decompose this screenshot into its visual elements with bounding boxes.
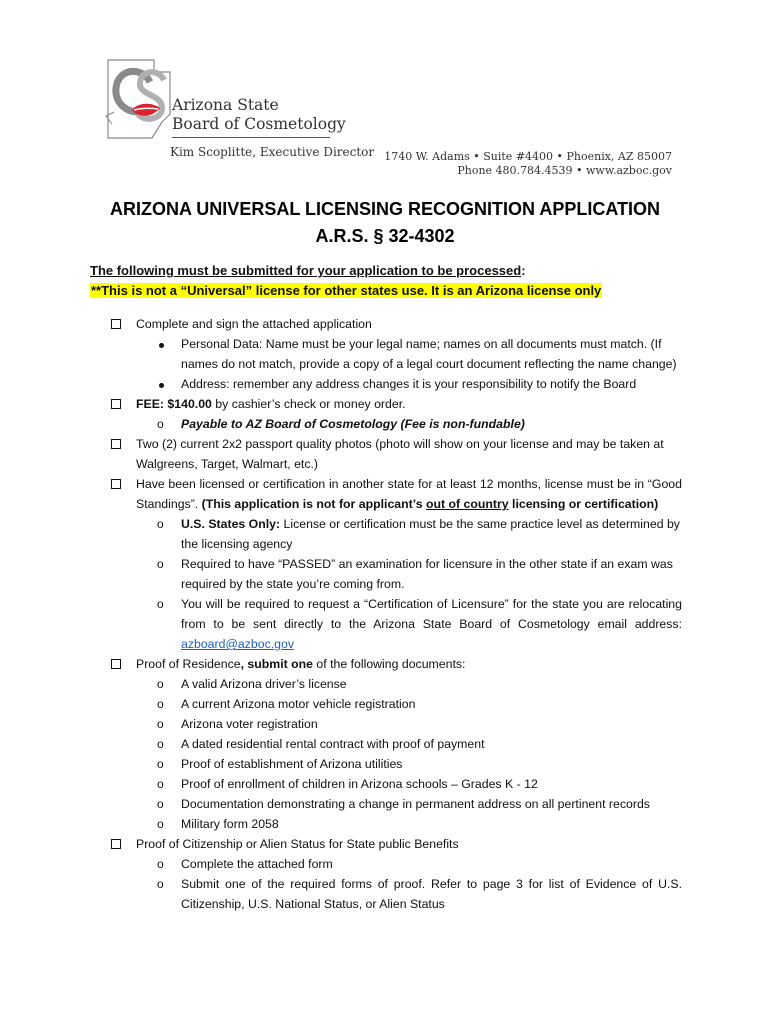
out-of-country-note-emphasis: out of country xyxy=(425,497,509,511)
residence-doc-text: Military form 2058 xyxy=(181,817,279,831)
residence-text-a: Proof of Residence xyxy=(136,657,241,671)
citizenship-text: Proof of Citizenship or Alien Status for State public Benefits xyxy=(136,837,459,851)
residence-doc-item xyxy=(0,774,770,794)
statute-reference: A.R.S. § 32-4302 xyxy=(315,226,455,246)
checkbox-icon[interactable] xyxy=(111,399,121,409)
circle-bullet-icon: o xyxy=(157,877,164,891)
citizenship-proof-text: Submit one of the required forms of proof. Refer to page 3 for list of Evidence of U.S. Citizenship, U.S. National Status, or Alien Status xyxy=(181,877,682,911)
list-item-citizenship-form xyxy=(0,854,770,874)
residence-doc-item xyxy=(0,754,770,774)
list-item-prior-license xyxy=(0,474,770,514)
checkbox-icon[interactable] xyxy=(111,439,121,449)
residence-submit-one: , submit one xyxy=(240,657,314,671)
board-name xyxy=(172,96,346,134)
circle-bullet-icon: o xyxy=(157,417,164,431)
phone-website: Phone 480.784.4539 • www.azboc.gov xyxy=(457,164,672,177)
fee-payable-text: Payable to AZ Board of Cosmetology (Fee is non-fundable) xyxy=(181,417,525,431)
prior-license-text: Have been licensed or certification in another state for at least 12 months, license must be in “Good Standings”. xyxy=(136,477,682,511)
residence-doc-text: Arizona voter registration xyxy=(181,717,318,731)
circle-bullet-icon: o xyxy=(157,857,164,871)
citizenship-form-text: Complete the attached form xyxy=(181,857,333,871)
document-title: ARIZONA UNIVERSAL LICENSING RECOGNITION APPLICATION xyxy=(109,199,661,219)
residence-doc-text: A valid Arizona driver’s license xyxy=(181,677,347,691)
exam-passed-text: Required to have “PASSED” an examination for licensure in the other state if an exam was required by the state you’re coming from. xyxy=(181,557,673,591)
requirements-list xyxy=(0,314,770,914)
out-of-country-note-b: licensing or certification) xyxy=(508,497,659,511)
bullet-icon xyxy=(159,383,164,388)
circle-bullet-icon: o xyxy=(157,557,164,571)
license-scope-note: **This is not a “Universal” license for other states use. It is an Arizona license only xyxy=(91,283,602,298)
checkbox-icon[interactable] xyxy=(111,479,121,489)
circle-bullet-icon: o xyxy=(157,737,164,751)
fee-text: by cashier’s check or money order. xyxy=(211,397,406,411)
residence-doc-item xyxy=(0,734,770,754)
personal-data-text: Personal Data: Name must be your legal name; names on all documents must match. (If names do not match, provide a copy of a legal court document reflecting the name change) xyxy=(181,337,677,371)
checkbox-icon[interactable] xyxy=(111,839,121,849)
list-item-exam-passed xyxy=(0,554,770,594)
board-address xyxy=(384,150,672,178)
board-logo-icon xyxy=(92,52,182,142)
fee-amount: FEE: $140.00 xyxy=(136,397,212,411)
circle-bullet-icon: o xyxy=(157,797,164,811)
board-name-line2: Board of Cosmetology xyxy=(172,115,346,133)
residence-doc-text: Proof of enrollment of children in Arizona schools – Grades K - 12 xyxy=(181,777,538,791)
circle-bullet-icon: o xyxy=(157,697,164,711)
requirements-heading-text: The following must be submitted for your application to be processed xyxy=(90,263,522,278)
photos-text: Two (2) current 2x2 passport quality photos (photo will show on your license and may be taken at Walgreens, Target, Walmart, etc.) xyxy=(136,437,664,471)
residence-doc-text: Documentation demonstrating a change in permanent address on all pertinent records xyxy=(181,797,650,811)
residence-doc-item xyxy=(0,814,770,834)
bullet-icon xyxy=(159,343,164,348)
list-item-citizenship-proof xyxy=(0,874,770,914)
residence-doc-text: A current Arizona motor vehicle registration xyxy=(181,697,416,711)
list-item-address-changes xyxy=(0,374,770,394)
certification-text: You will be required to request a “Certification of Licensure” for the state you are relocating from to be sent directly to the Arizona State Board of Cosmetology email address: xyxy=(181,597,682,631)
residence-text-c: of the following documents: xyxy=(313,657,466,671)
list-item-us-states xyxy=(0,514,770,554)
residence-doc-item xyxy=(0,794,770,814)
list-item-personal-data xyxy=(0,334,770,374)
circle-bullet-icon: o xyxy=(157,777,164,791)
requirements-heading xyxy=(90,263,526,278)
out-of-country-note-a: (This application is not for applicant’s xyxy=(201,497,426,511)
list-item-application xyxy=(0,314,770,334)
residence-doc-item xyxy=(0,694,770,714)
circle-bullet-icon: o xyxy=(157,757,164,771)
requirements-heading-colon: : xyxy=(521,263,526,278)
circle-bullet-icon: o xyxy=(157,817,164,831)
circle-bullet-icon: o xyxy=(157,677,164,691)
board-name-line1: Arizona State xyxy=(172,96,279,114)
list-item-fee xyxy=(0,394,770,414)
executive-director: Kim Scoplitte, Executive Director xyxy=(170,145,375,159)
us-states-text: License or certification must be the same practice level as determined by the licensing agency xyxy=(181,517,680,551)
residence-doc-item xyxy=(0,674,770,694)
list-item-photos xyxy=(0,434,770,474)
checkbox-icon[interactable] xyxy=(111,659,121,669)
address-changes-text: Address: remember any address changes it is your responsibility to notify the Board xyxy=(181,377,637,391)
us-states-label: U.S. States Only: xyxy=(181,517,281,531)
list-item-fee-payable xyxy=(0,414,770,434)
checkbox-icon[interactable] xyxy=(111,319,121,329)
list-item-residence xyxy=(0,654,770,674)
list-item-certification xyxy=(0,594,770,654)
street-address: 1740 W. Adams • Suite #4400 • Phoenix, AZ 85007 xyxy=(384,150,672,163)
circle-bullet-icon: o xyxy=(157,517,164,531)
residence-doc-text: Proof of establishment of Arizona utilities xyxy=(181,757,403,771)
circle-bullet-icon: o xyxy=(157,717,164,731)
letterhead-divider xyxy=(172,137,330,138)
list-item-citizenship xyxy=(0,834,770,854)
residence-doc-text: A dated residential rental contract with proof of payment xyxy=(181,737,485,751)
circle-bullet-icon: o xyxy=(157,597,164,611)
board-email-link[interactable]: azboard@azboc.gov xyxy=(181,637,294,651)
application-item-text: Complete and sign the attached application xyxy=(136,317,372,331)
residence-doc-item xyxy=(0,714,770,734)
